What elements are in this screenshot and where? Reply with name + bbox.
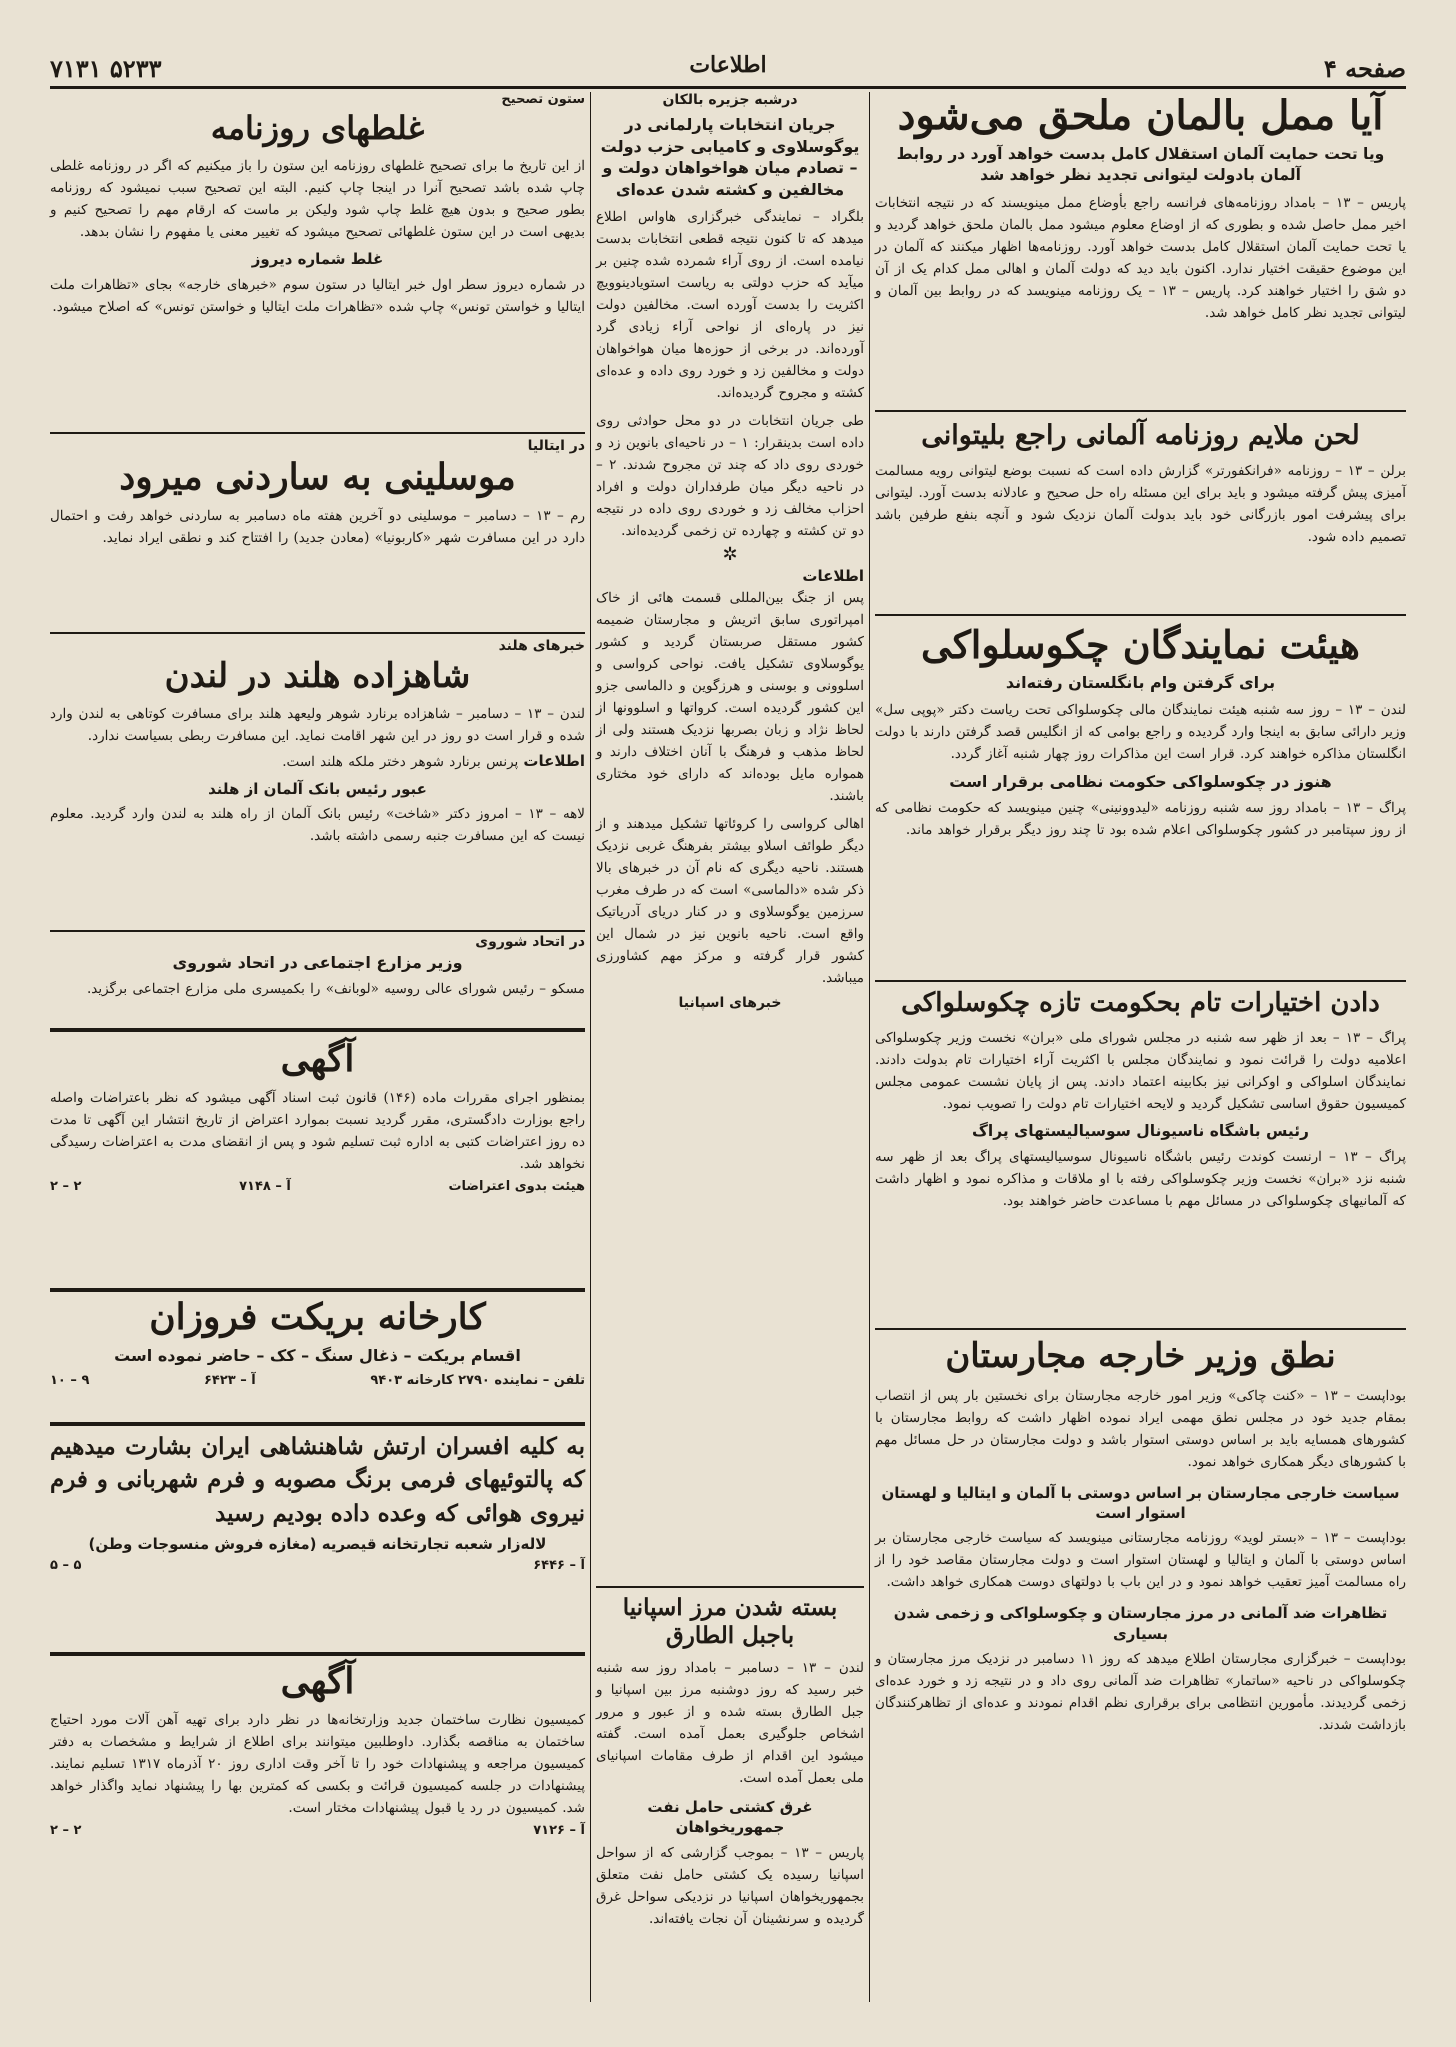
left-column [50,92,585,2002]
article-body: پاریس – ۱۳ – بموجب گزارشی که از سواحل اسپانیا رسیده یک کشتی حامل نفت متعلق بجمهوریخواهان اسپانیا در نزدیکی سواحل غرق گردیده و سرنشینان آن نجات یافته‌اند. [596,1844,864,1927]
article-czech-powers [875,988,1406,1212]
article-body: اهالی کرواسی را کروئاتها تشکیل میدهند و از دیگر طوائف اسلاو بیشتر بفرهنگ غربی نزدیک هستند. ناحیه دیگری که نام آن در خبرهای بالا ذکر شده «دالماسی» است که در طرف مغرب سرزمین یوگوسلاوی و در کنار دریای آدریاتیک واقع است. ناحیه بانوین نیز در شمال این کشور قرار گرفته و مرکز مهم کشاورزی میباشد. [596,816,864,987]
advertisement-registry [50,1038,585,1194]
article-body: لاهه – ۱۳ – امروز دکتر «شاخت» رئیس بانک آلمان از راه هلند به لندن وارد گردید. معلوم نیست که این مسافرت جنبه رسمی داشته باشد. [50,806,585,845]
article-body: بوداپست – ۱۳ – «بستر لوید» روزنامه مجارستانی مینویسد که سیاست خارجی مجارستان بر اساس دوستی با آلمان و ایتالیا و لهستان استوار است و دولت مجارستان مقاصد خود را از راه مسالمت آمیز تعقیب خواهد نمود و در این باب با دولتهای دوست همکاری خواهد داشت. [875,1530,1406,1591]
section-label: خبرهای هلند [498,638,585,654]
note-label: اطلاعات [802,567,864,586]
headline: هیئت نمایندگان چکوسلواکی [921,622,1360,667]
article-czech-delegation [875,622,1406,841]
subheadline: رئیس باشگاه ناسیونال سوسیالیستهای پراگ [972,1122,1309,1141]
section-label: در اتحاد شوروی [475,934,585,950]
article-body: بلگراد – نمایندگی خبرگزاری هاواس اطلاع میدهد که تا کنون نتیجه قطعی انتخابات بدست نیامده است. از روی آراء شمرده شده چنین بر میآید که حزب دولتی به ریاست استویادینوویچ اکثریت را بدست آورده است. مخالفین دولت نیز در پاره‌ای از نواحی آراء زیادی گرد آورده‌اند. در برخی از حوزه‌ها میان هواخواهان دولت و مخالفین زد و خورد روی داده و عده‌ای کشته و مجروح گردیده‌اند. [596,209,864,402]
article-body: پراگ – ۱۳ – بعد از ظهر سه شنبه در مجلس شورای ملی «بران» نخست وزیر چکوسلواکی اعلامیه دولت را قرائت نمود و نمایندگان مجلس با اکثریت آراء اختیارات تام بدولت دادند. نمایندگان اسلواکی و اوکرانی نیز بکابینه اعتماد دادند. پس از پایان نشست عمومی مجلس کمیسیون حقوق اساسی تشکیل گردید و لایحه اختیارات تام دولت را تصویب نمود. [875,1030,1406,1113]
article-german-press [875,420,1406,548]
note-text: پرنس برنارد شوهر دختر ملکه هلند است. [282,753,519,770]
ad-subtitle: اقسام بریکت – ذغال سنگ – کک – حاضر نموده است [114,1346,521,1366]
ad-body: به کلیه افسران ارتش شاهنشاهی ایران بشارت میدهیم که پالتوئیهای فرمی برنگ مصوبه و فرم شهربانی و فرم نیروی هوائی که وعده داده بودیم رسید [50,1433,585,1527]
article-spain-border [596,1594,864,1930]
ad-body: کمیسیون نظارت ساختمان جدید وزارتخانه‌ها در نظر دارد برای تهیه آهن آلات مورد احتیاج ساختمان به مناقصه بگذارد. داوطلبین میتوانند برای اطلاع از شرایط و مشخصات به دفتر کمیسیون مراجعه و پیشنهادات خود را تا آخر وقت اداری روز ۲۰ آذرماه ۱۳۱۷ تسلیم نمایند. پیشنهادات در جلسه کمیسیون قرائت و بکسی که کمترین بها را پیشنهاد نماید واگذار خواهد شد. کمیسیون در رد یا قبول پیشنهادات مختار است. [50,1712,586,1817]
section-label: در ایتالیا [527,438,585,454]
article-body: در شماره دیروز سطر اول خبر ایتالیا در ستون سوم «خبرهای خارجه» بجای «تظاهرات ملت ایتالیا و خواستن تونس» چاپ شده «تظاهرات ملت ایتالیا و خواستن تونس» که اصلاح میشود. [50,276,585,315]
subheadline: عبور رئیس بانک آلمان از هلند [208,779,427,798]
divider [50,1028,585,1032]
section-header: درشبه جزیره بالکان [662,92,798,108]
section-header: ستون تصحیح [501,92,585,107]
note [50,751,585,773]
subheadline: وزیر مزارع اجتماعی در اتحاد شوروی [172,953,463,972]
divider [875,410,1406,412]
ad-number: ۵ – ۵ [50,1558,82,1574]
ad-address: لاله‌زار شعبه تجارتخانه قیصریه (مغازه فروش منسوجات وطن) [88,1535,547,1554]
newspaper-name: اطلاعات [689,52,767,78]
issue-number: ۷۱۳۱ ۵۲۳۳ [50,54,162,83]
article-body: طی جریان انتخابات در دو محل حوادثی روی داده است بدینقرار: ۱ – در ناحیه‌ای بانوین زد و خوردی روی داد که چند تن مجروح شدند. ۲ – در ناحیه دیگر میان طرفداران دولت و افراد احزاب مخالف زد و خوردی روی داده در نتیجه دو تن کشته و چهارده تن زخمی گردیده‌اند. [596,413,864,540]
subheadline: هنوز در چکوسلواکی حکومت نظامی برقرار است [949,772,1332,792]
divider [50,432,585,434]
divider [50,1422,585,1426]
page-number: صفحه ۴ [1323,54,1406,83]
ad-code: آ – ۷۱۲۶ [533,1823,585,1839]
middle-column [596,92,864,2002]
ad-code-row [50,1823,585,1838]
headline: آیا ممل بالمان ملحق می‌شود [897,92,1384,139]
article-body: رم – ۱۳ – دسامبر – موسلینی دو آخرین هفته ماه دسامبر به ساردنی خواهد رفت و احتمال دارد در این مسافرت شهر «کاربونیا» (معادن جدید) را افتتاح کند و نطقی ایراد نماید. [50,508,585,547]
article-body: لندن – ۱۳ – دسامبر – بامداد روز سه شنبه خبر رسید که روز دوشنبه مرز بین اسپانیا و جبل الطارق بسته شده و از عبور و مرور اشخاص جلوگیری بعمل آمده است. گفته میشود این اقدام از طرف مقامات اسپانیای ملی بعمل آمده است. [596,1660,865,1787]
article-mussolini [50,438,585,549]
ad-contact-row [50,1373,585,1388]
divider [50,1288,585,1292]
headline: جریان انتخابات پارلمانی در یوگوسلاوی و کامیابی حزب دولت – تصادم میان هواخواهان دولت و مخالفین و کشته شدن عده‌ای [600,115,860,199]
column-rule [869,92,870,2002]
ad-number: ۲ – ۲ [50,1823,82,1839]
ad-code: آ – ۷۱۴۸ [239,1179,291,1195]
divider [875,980,1406,982]
ad-title: آگهی [280,1660,355,1702]
ad-body: بمنظور اجرای مقررات ماده (۱۴۶) قانون ثبت اسناد آگهی میشود که نظر باعتراضات واصله راجع بوزارت دادگستری، مقرر گردید نسبت بموارد اعتراض از تاریخ انتشار این آگهی تا مدت ده روز اعتراضات کتبی به اداره ثبت تسلیم شود و پس از انقضای مدت به اعتراضات رسیدگی نخواهد شد. [50,1090,585,1173]
article-body: مسکو – رئیس شورای عالی روسیه «لوبانف» را بکمیسری ملی مزارع اجتماعی برگزید. [86,980,585,997]
ad-signature: هیئت بدوی اعتراضات [448,1179,585,1195]
headline: شاهزاده هلند در لندن [164,656,471,696]
subheadline: برای گرفتن وام بانگلستان رفته‌اند [1005,672,1276,692]
ad-code: آ – ۶۴۲۳ [203,1372,256,1388]
advertisement-army-coats [50,1430,585,1573]
divider [875,614,1406,616]
article-yugoslavia [596,92,864,1011]
headline: غلطهای روزنامه [210,109,425,147]
ad-code: آ – ۶۴۴۶ [533,1558,585,1574]
ad-number: ۲ – ۲ [50,1179,82,1195]
divider [50,930,585,932]
divider [50,632,585,634]
masthead [50,50,1406,89]
advertisement-ministry [50,1660,585,1838]
headline: موسلینی به ساردنی میرود [119,456,516,498]
article-body: برلن – ۱۳ – روزنامه «فرانکفورتر» گزارش داده است که نسبت بوضع لیتوانی رویه مسالمت آمیزی پیش گرفته میشود و باید برای این مسئله راه حل صحیح و عادلانه بدست آورد. لیتوانی برای پیشرفت امور بازرگانی خود باید بدولت آلمان نزدیک شود و آنچه بنفع طرفین باشد تصمیم داده شود. [875,463,1406,546]
corrections-section [50,92,585,318]
ad-number: ۹ – ۱۰ [50,1372,90,1388]
article-body: پراگ – ۱۳ – بامداد روز سه شنبه روزنامه «لیدوونینی» چنین مینویسد که حکومت نظامی که از روز سپتامبر در کشور چکوسلواکی اعلام شده بود تا چند روز دیگر برقرار خواهد ماند. [875,799,1406,838]
article-soviet [50,934,585,1000]
article-body: پاریس – ۱۳ – بامداد روزنامه‌های فرانسه راجع بأوضاع ممل مینویسند که در نتیجه انتخابات اخیر ممل حاصل شده و بطوری که از اوضاع معلوم میشود ممل بالمان ملحق خواهد گردید و یا تحت حمایت آلمان استقلال کامل بدست خواهد آورد. روزنامه‌ها اظهار میکنند که آلمان در این موضوع حقیقت اختیار ندارد. اکنون باید دید که دولت آلمان و اهالی ممل کدام یک از آن دو شق را اختیار خواهند کرد. پاریس – ۱۳ – یک روزنامه مینویسد که در روابط بین آلمان و لیتوانی تجدید نظر کامل خواهد شد. [875,194,1406,321]
article-body: لندن – ۱۳ – روز سه شنبه هیئت نمایندگان مالی چکوسلواکی تحت ریاست دکتر «پوپی سل» وزیر دارائی سابق به اینجا وارد گردیده و راجع بوامی که از انگلیس قصد گرفتن دارند با دولت انگلستان مذاکره خواهند کرد. قرار است این مذاکرات روز چهار شنبه آغاز گردد. [875,702,1406,763]
article-body: پس از جنگ بین‌المللی قسمت هائی از خاک امپراتوری سابق اتریش و مجارستان ضمیمه کشور مستقل صربستان گردید و کشور یوگوسلاوی تشکیل یافت. نواحی کرواسی و اسلوونی و بوسنی و هرزگوین و دالماسی جزو این کشور گردیده است. کرواتها و اسلوونها از لحاظ نژاد و زبان بصربها نزدیک هستند ولی از لحاظ مذهب و فرهنگ با آنان اختلاف دارند و همواره مایل بوده‌اند که دارای خود مختاری باشند. [596,590,864,805]
ad-contact: تلفن – نماینده ۲۷۹۰ کارخانه ۹۴۰۳ [370,1372,585,1388]
advertisement-briquette [50,1296,585,1388]
ad-title: آگهی [280,1038,355,1080]
note-label: اطلاعات [523,751,585,770]
article-body: پراگ – ۱۳ – ارنست کوندت رئیس باشگاه ناسیونال سوسیالیستهای پراگ بعد از ظهر سه شنبه نزد «بران» نخست وزیر چکوسلواکی رفته با او ملاقات و مذاکره نمود و اظهار داشت که آلمانیهای چکوسلواکی در مسائل مهم با مساعدت حاضر خواهند بود. [875,1149,1406,1210]
section-header: خبرهای اسپانیا [678,995,782,1012]
article-body: لندن – ۱۳ – دسامبر – شاهزاده برنارد شوهر ولیعهد هلند برای مسافرت کوتاهی به لندن وارد شده و قرار است دو روز در این شهر اقامت نماید. این مسافرت ربطی بسیاست ندارد. [50,705,586,744]
column-rule [590,92,591,2002]
divider [875,1328,1406,1330]
article-holland [50,638,585,847]
headline: دادن اختیارات تام بحکومت تازه چکوسلواکی [901,988,1380,1018]
article-body: از این تاریخ ما برای تصحیح غلطهای روزنامه این ستون را باز میکنیم که اگر در روزنامه غلطی چاپ شده باشد تصحیح آنرا در اینجا چاپ کنیم. البته این تصحیح سبب نمیشود که روزنامه بطور صحیح و بدون هیچ غلط چاپ شود ولیکن بر ماست که ارقام مهم را تصحیح کنیم و بدیهی است در این ستون غلطهائی تصحیح میشود که تغییر معنی یا مفهوم را نشان بدهد. [50,158,585,241]
divider [50,1652,585,1656]
subheadline: سیاست خارجی مجارستان بر اساس دوستی با آلمان و ایتالیا و لهستان استوار است [881,1483,1400,1523]
subheadline: تظاهرات ضد آلمانی در مرز مجارستان و چکوسلواکی و زخمی شدن بسیاری [893,1604,1388,1643]
divider [596,1586,864,1588]
subheadline: غلط شماره دیروز [251,250,384,269]
article-memel [875,92,1406,324]
article-body: بوداپست – خبرگزاری مجارستان اطلاع میدهد که روز ۱۱ دسامبر در نزدیک مرز مجارستان و چکوسلواکی در ناحیه «ساتمار» تظاهرات ضد آلمانی روی داد و در نتیجه زد و خورد عده‌ای زخمی گردیدند. مأمورین انتظامی برای برقراری نظم اقدام نمودند و عده‌ای از تظاهرکنندگان بازداشت شدند. [875,1650,1406,1733]
article-body: بوداپست – ۱۳ – «کنت چاکی» وزیر امور خارجه مجارستان برای نخستین بار پس از انتصاب بمقام جدید خود در مجلس نطق مهمی ایراد نموده اظهار داشت که روابط مجارستان با کشورهای همسایه باید بر اساس دوستی استوار باشد و دولت مجارستان در حل مسائل مهم با کشورهای دیگر همکاری خواهد نمود. [875,1387,1406,1470]
headline: نطق وزیر خارجه مجارستان [945,1336,1336,1376]
right-column [875,92,1406,2002]
ad-code-row [50,1558,585,1573]
ad-signature-row [50,1179,585,1194]
headline: لحن ملایم روزنامه آلمانی راجع بلیتوانی [921,420,1360,451]
article-hungary [875,1336,1406,1736]
ad-title: کارخانه بریکت فروزان [149,1296,486,1338]
subheadline: ویا تحت حمایت آلمان استقلال کامل بدست خواهد آورد در روابط آلمان بادولت لیتوانی تجدید نظر خواهد شد [896,145,1385,184]
headline: بسته شدن مرز اسپانیا باجبل الطارق [622,1594,838,1649]
star-ornament: ✲ [722,544,738,566]
subheadline: غرق کشتی حامل نفت جمهوریخواهان [647,1798,813,1837]
